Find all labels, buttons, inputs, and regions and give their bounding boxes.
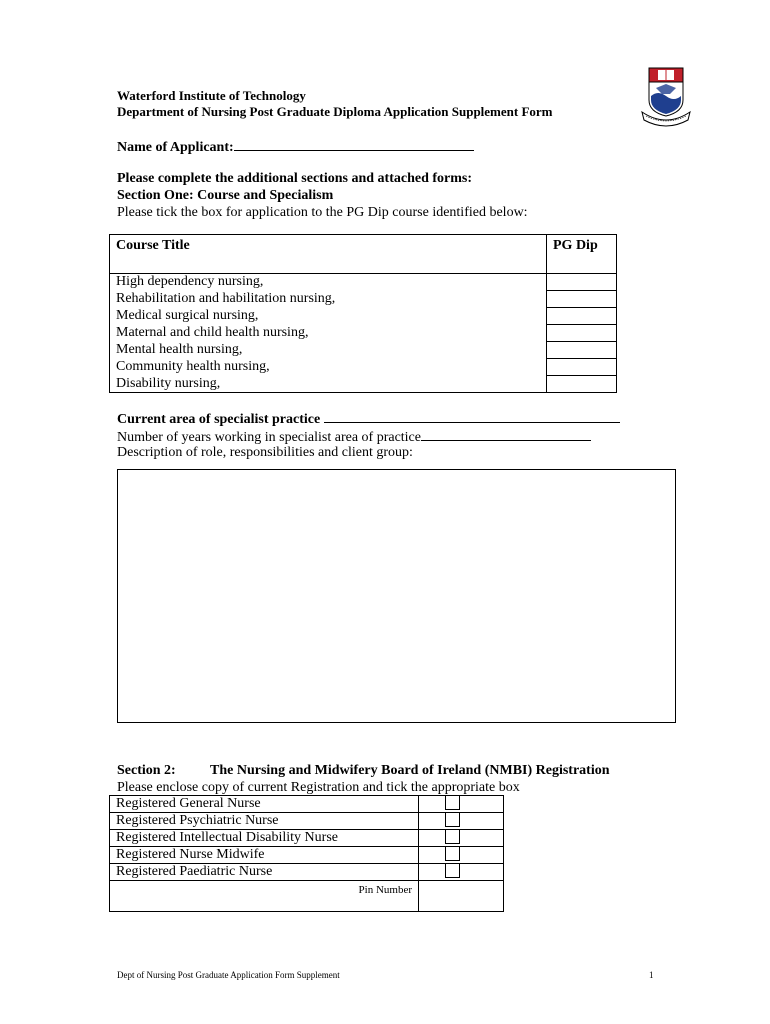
- current-area-field[interactable]: [324, 409, 620, 423]
- course-row: [110, 325, 617, 342]
- registration-checkbox[interactable]: [445, 795, 460, 810]
- registration-row: [110, 830, 504, 847]
- registration-checkbox[interactable]: [445, 812, 460, 827]
- years-label: Number of years working in specialist area of practice: [117, 430, 421, 445]
- current-area-label: Current area of specialist practice: [117, 412, 321, 427]
- form-title: Department of Nursing Post Graduate Diploma Application Supplement Form: [117, 104, 553, 119]
- course-row: [110, 274, 617, 291]
- pg-dip-tick-cell[interactable]: [547, 274, 617, 291]
- registration-tick-cell: [419, 813, 504, 830]
- course-name: Mental health nursing,: [110, 342, 547, 359]
- pin-number-label: Pin Number: [110, 881, 419, 912]
- page-number: 1: [649, 970, 654, 980]
- course-row: [110, 359, 617, 376]
- registration-row: [110, 796, 504, 813]
- applicant-name-field[interactable]: [234, 137, 474, 151]
- registration-tick-cell: [419, 796, 504, 813]
- pg-dip-tick-cell[interactable]: [547, 359, 617, 376]
- pg-dip-tick-cell[interactable]: [547, 342, 617, 359]
- course-name: Disability nursing,: [110, 376, 547, 393]
- registration-type: Registered Psychiatric Nurse: [110, 813, 419, 830]
- registration-tick-cell: [419, 830, 504, 847]
- course-title-header: Course Title: [110, 235, 547, 274]
- pg-dip-tick-cell[interactable]: [547, 376, 617, 393]
- registration-tick-cell: [419, 847, 504, 864]
- course-name: Community health nursing,: [110, 359, 547, 376]
- footer-text: Dept of Nursing Post Graduate Application Form Supplement: [117, 970, 340, 980]
- current-area-row: [117, 409, 620, 428]
- years-field[interactable]: [421, 427, 591, 441]
- institute-name: Waterford Institute of Technology: [117, 88, 306, 103]
- registration-checkbox[interactable]: [445, 846, 460, 861]
- pg-dip-tick-cell[interactable]: [547, 308, 617, 325]
- course-name: Rehabilitation and habilitation nursing,: [110, 291, 547, 308]
- registration-type: Registered Nurse Midwife: [110, 847, 419, 864]
- section-two-number: Section 2:: [117, 763, 176, 778]
- applicant-name-row: [117, 137, 474, 156]
- registration-instruction: Please enclose copy of current Registration and tick the appropriate box: [117, 780, 520, 795]
- description-label: Description of role, responsibilities and client group:: [117, 445, 413, 460]
- registration-type: Registered General Nurse: [110, 796, 419, 813]
- registration-type: Registered Intellectual Disability Nurse: [110, 830, 419, 847]
- tick-instruction: Please tick the box for application to the PG Dip course identified below:: [117, 205, 528, 220]
- registration-type: Registered Paediatric Nurse: [110, 864, 419, 881]
- description-textbox[interactable]: [117, 469, 676, 723]
- pg-dip-tick-cell[interactable]: [547, 325, 617, 342]
- registration-checkbox[interactable]: [445, 829, 460, 844]
- section-one-title: Section One: Course and Specialism: [117, 188, 334, 203]
- pg-dip-tick-cell[interactable]: [547, 291, 617, 308]
- registration-checkbox[interactable]: [445, 863, 460, 878]
- instructions-heading: Please complete the additional sections and attached forms:: [117, 171, 473, 186]
- pin-number-row: [110, 881, 504, 912]
- course-name: High dependency nursing,: [110, 274, 547, 291]
- course-row: [110, 376, 617, 393]
- course-name: Maternal and child health nursing,: [110, 325, 547, 342]
- course-row: [110, 308, 617, 325]
- institute-crest-logo: [640, 66, 692, 130]
- applicant-name-label: Name of Applicant:: [117, 140, 234, 155]
- course-table-header: [110, 235, 617, 274]
- course-table: [109, 234, 617, 393]
- registration-row: [110, 813, 504, 830]
- section-two-title: The Nursing and Midwifery Board of Ireland (NMBI) Registration: [210, 763, 610, 778]
- course-row: [110, 291, 617, 308]
- nmbi-registration-table: [109, 795, 504, 912]
- pg-dip-header: PG Dip: [547, 235, 617, 274]
- registration-row: [110, 864, 504, 881]
- registration-tick-cell: [419, 864, 504, 881]
- course-row: [110, 342, 617, 359]
- pin-number-field[interactable]: [419, 881, 504, 912]
- registration-row: [110, 847, 504, 864]
- course-name: Medical surgical nursing,: [110, 308, 547, 325]
